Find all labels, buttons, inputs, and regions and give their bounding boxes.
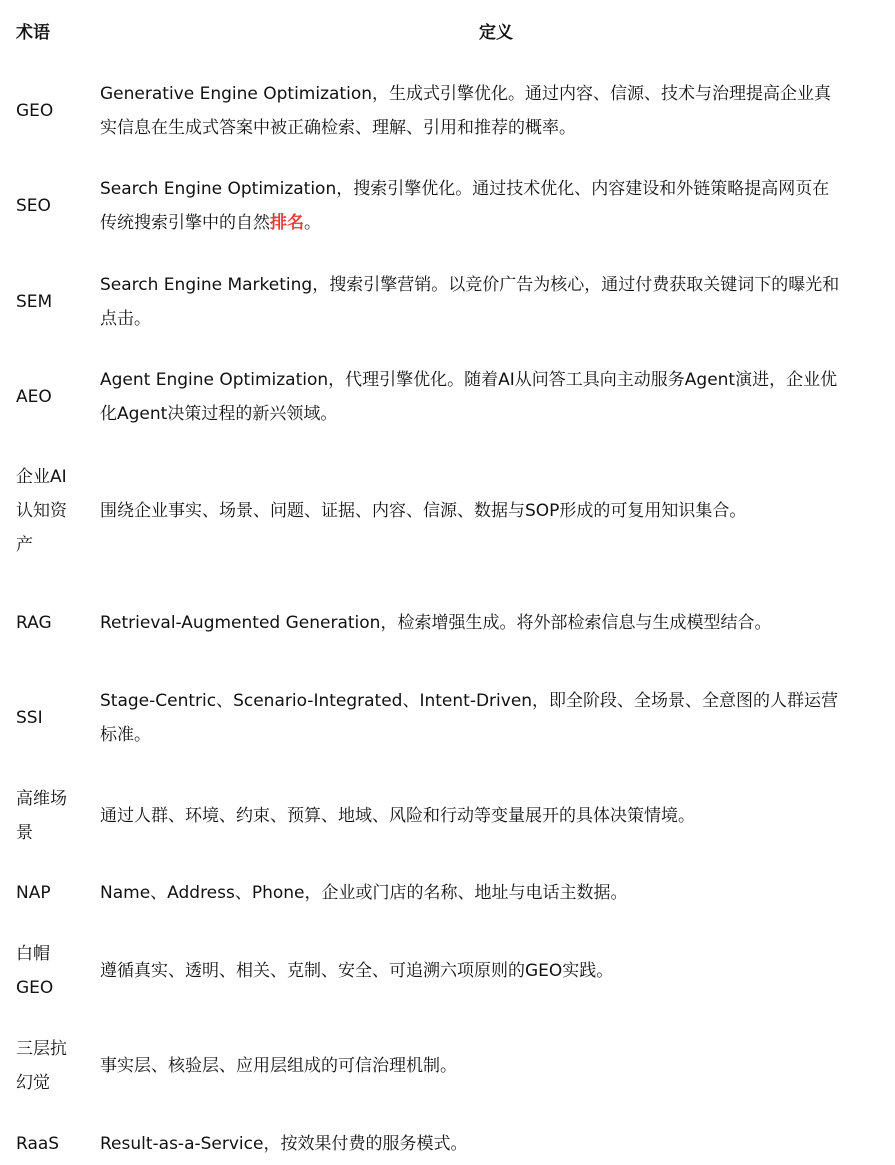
term-cell: SEM: [16, 292, 53, 312]
term-cell: RaaS: [16, 1134, 60, 1154]
table-row: [0, 457, 895, 565]
table-row: [0, 935, 895, 1007]
table-row: [0, 587, 895, 659]
term-cell: 企业AI认知资产: [16, 467, 67, 555]
table-row: [0, 1124, 895, 1164]
table-row: [0, 75, 895, 147]
table-row: [0, 1030, 895, 1102]
definition-cell: 围绕企业事实、场景、问题、证据、内容、信源、数据与SOP形成的可复用知识集合。: [100, 501, 747, 521]
term-cell: NAP: [16, 883, 51, 903]
definition-cell: Name、Address、Phone，企业或门店的名称、地址与电话主数据。: [100, 883, 628, 903]
term-cell: 白帽GEO: [16, 944, 54, 998]
table-row: [0, 266, 895, 338]
definition-cell: 通过人群、环境、约束、预算、地域、风险和行动等变量展开的具体决策情境。: [100, 806, 695, 826]
table-row: [0, 873, 895, 913]
term-cell: 高维场景: [16, 789, 67, 843]
term-cell: SSI: [16, 708, 43, 728]
definition-column-header: 定义: [479, 23, 513, 43]
definition-text: Search Engine Optimization，搜索引擎优化。通过技术优化、内容建设和外链策略提高网页在传统搜索引擎中的自然: [100, 179, 830, 233]
definition-cell: 事实层、核验层、应用层组成的可信治理机制。: [100, 1056, 457, 1076]
table-row: [0, 682, 895, 754]
highlighted-word: 排名: [270, 213, 304, 233]
definition-cell: Retrieval-Augmented Generation，检索增强生成。将外部检索信息与生成模型结合。: [100, 613, 772, 633]
term-column-header: 术语: [16, 23, 50, 43]
definition-cell: Stage-Centric、Scenario-Integrated、Intent-Driven，即全阶段、全场景、全意图的人群运营标准。: [100, 691, 839, 745]
definition-cell: [100, 172, 845, 240]
term-cell: AEO: [16, 387, 52, 407]
term-cell: 三层抗幻觉: [16, 1039, 67, 1093]
table-row: [0, 361, 895, 433]
definition-end: 。: [304, 213, 321, 233]
table-row: [0, 780, 895, 852]
definition-cell: Generative Engine Optimization，生成式引擎优化。通过内容、信源、技术与治理提高企业真实信息在生成式答案中被正确检索、理解、引用和推荐的概率。: [100, 84, 831, 138]
definition-cell: Search Engine Marketing，搜索引擎营销。以竞价广告为核心，通过付费获取关键词下的曝光和点击。: [100, 275, 840, 329]
term-cell: RAG: [16, 613, 52, 633]
definition-cell: Agent Engine Optimization，代理引擎优化。随着AI从问答工具向主动服务Agent演进，企业优化Agent决策过程的新兴领域。: [100, 370, 838, 424]
term-cell: GEO: [16, 101, 54, 121]
definition-cell: 遵循真实、透明、相关、克制、安全、可追溯六项原则的GEO实践。: [100, 961, 614, 981]
definition-cell: Result-as-a-Service，按效果付费的服务模式。: [100, 1134, 468, 1154]
table-header: [0, 18, 895, 48]
table-row: [0, 170, 895, 242]
term-cell: SEO: [16, 196, 51, 216]
